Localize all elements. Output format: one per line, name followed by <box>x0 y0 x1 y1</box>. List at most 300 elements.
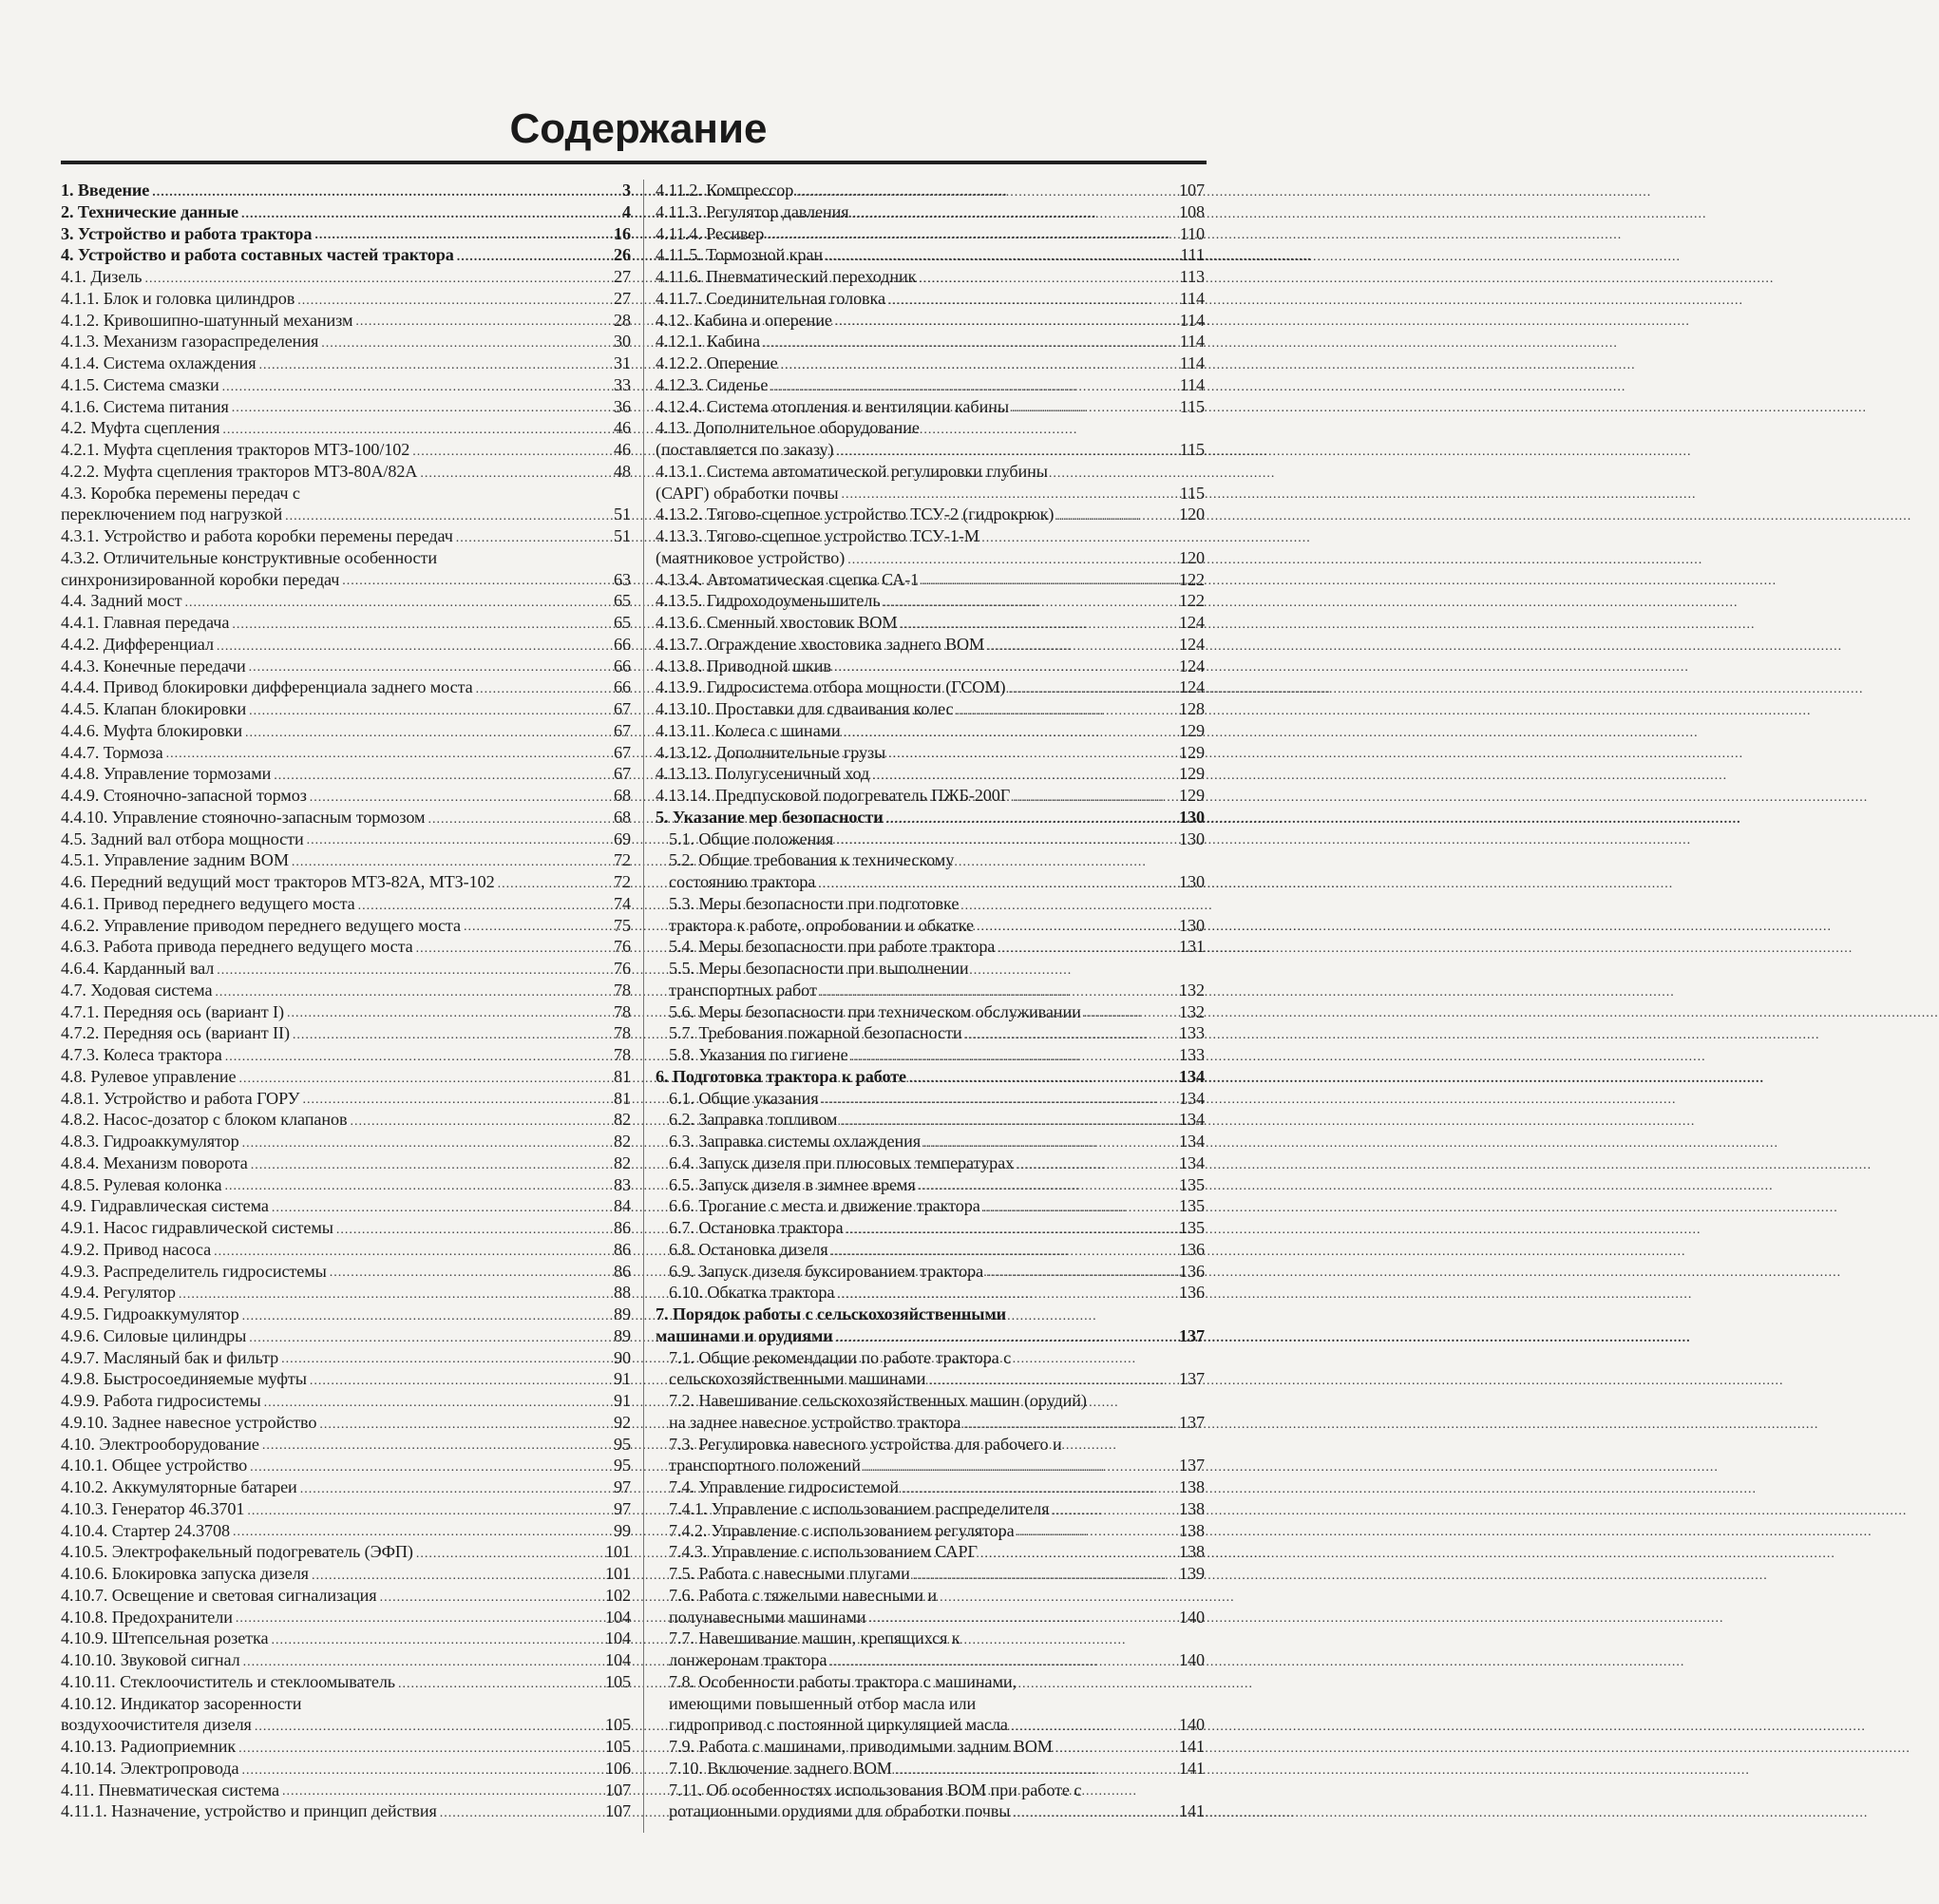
toc-page-number: 86 <box>614 1239 631 1259</box>
dot-leader <box>837 1286 1176 1304</box>
toc-page-number: 67 <box>614 764 631 784</box>
toc-page-number: 82 <box>614 1152 631 1172</box>
dot-leader <box>238 1741 602 1758</box>
toc-entry-title-cont: состоянию трактора <box>669 872 816 891</box>
toc-entry-title: 4.4. Задний мост <box>61 591 182 611</box>
toc-page-number: 114 <box>1179 332 1205 352</box>
dot-leader <box>245 725 611 742</box>
dot-leader <box>225 1049 611 1066</box>
toc-page-number: 91 <box>614 1369 631 1389</box>
toc-page-number: 108 <box>1179 201 1205 221</box>
toc-entry-title: 1. Введение <box>61 181 150 200</box>
toc-page-number: 63 <box>614 569 631 589</box>
toc-page-number: 115 <box>1179 440 1205 459</box>
toc-entry <box>656 1001 1205 1023</box>
toc-entry <box>61 1152 631 1174</box>
dot-leader <box>834 659 1176 676</box>
toc-entry-title: 4.12. Кабина и оперение <box>656 310 832 330</box>
dot-leader <box>241 206 619 223</box>
toc-page-number: 76 <box>614 937 631 957</box>
toc-entry-title: 7.4.1. Управление с использованием распределителя <box>669 1498 1050 1518</box>
toc-entry <box>656 266 1205 288</box>
toc-entry-title: 4.13.1. Система автоматической регулировки глубины <box>656 461 1048 481</box>
toc-entry-title: 4.8. Рулевое управление <box>61 1066 237 1086</box>
dot-leader <box>1017 1524 1176 1541</box>
dot-leader <box>796 184 1176 201</box>
toc-page-number: 124 <box>1179 613 1205 632</box>
dot-leader <box>420 466 611 483</box>
toc-page-number: 78 <box>614 1023 631 1043</box>
toc-page-number: 65 <box>614 591 631 611</box>
toc-page-number: 90 <box>614 1347 631 1367</box>
toc-entry-title: 4.9.1. Насос гидравлической системы <box>61 1218 333 1237</box>
dot-leader <box>1052 1503 1176 1520</box>
dot-leader <box>770 379 1176 396</box>
toc-entry <box>656 1195 1205 1217</box>
toc-page-number: 26 <box>614 245 631 265</box>
toc-entry <box>61 958 631 980</box>
toc-page-number: 115 <box>1179 483 1205 503</box>
dot-leader <box>909 1071 1176 1088</box>
toc-page-number: 91 <box>614 1391 631 1410</box>
toc-entry-title: 5. Указание мер безопасности <box>656 807 884 827</box>
toc-entry <box>656 244 1205 266</box>
toc-entry <box>61 980 631 1001</box>
toc-page-number: 104 <box>605 1650 631 1669</box>
toc-entry-title: 6.10. Обкатка трактора <box>669 1283 835 1303</box>
toc-page-number: 106 <box>605 1758 631 1778</box>
dot-leader <box>222 422 611 439</box>
toc-entry-title: 4.6.2. Управление приводом переднего ведущего моста <box>61 915 461 935</box>
toc-entry <box>61 1217 631 1239</box>
toc-entry <box>656 1434 1205 1477</box>
toc-entry <box>61 461 631 483</box>
toc-entry <box>61 1001 631 1023</box>
toc-entry-title: 4.9. Гидравлическая система <box>61 1196 269 1216</box>
toc-page-number: 130 <box>1179 872 1205 891</box>
toc-entry-title: 4.10.7. Освещение и световая сигнализация <box>61 1585 377 1605</box>
toc-entry-last-line <box>61 504 631 525</box>
toc-page-number: 113 <box>1179 267 1205 286</box>
toc-entry-title: 4.10.14. Электропровода <box>61 1758 239 1778</box>
toc-entry <box>656 417 1205 461</box>
toc-entry-last-line <box>669 1714 1205 1736</box>
toc-left-column <box>61 180 631 1822</box>
dot-leader <box>307 832 611 849</box>
toc-entry-title: 4.8.1. Устройство и работа ГОРУ <box>61 1088 300 1108</box>
toc-entry <box>61 893 631 915</box>
dot-leader <box>262 1438 611 1455</box>
toc-entry-last-line <box>669 1607 1205 1628</box>
toc-entry <box>61 1649 631 1671</box>
toc-entry <box>61 331 631 352</box>
toc-entry-title: 4.13.13. Полугусеничный ход <box>656 764 870 784</box>
toc-entry-title: 4.13.9. Гидросистема отбора мощности (ГСОМ) <box>656 677 1006 697</box>
toc-entry <box>656 1347 1205 1391</box>
toc-entry-title-cont: машинами и орудиями <box>656 1325 833 1345</box>
toc-entry-title: 4.1.1. Блок и головка цилиндров <box>61 288 295 308</box>
dot-leader <box>852 206 1176 223</box>
toc-entry-title: 4.4.1. Главная передача <box>61 613 230 632</box>
toc-entry-last-line <box>61 569 631 591</box>
toc-entry <box>61 1412 631 1434</box>
title-rule <box>61 161 1207 164</box>
toc-entry-title: 4.3. Коробка перемены передач с <box>61 483 300 503</box>
toc-page-number: 78 <box>614 980 631 1000</box>
toc-page-number: 51 <box>614 526 631 545</box>
dot-leader <box>868 1610 1176 1628</box>
dot-leader <box>826 249 1177 266</box>
dot-leader <box>310 1373 611 1390</box>
toc-entry <box>656 1261 1205 1283</box>
dot-leader <box>249 659 611 676</box>
toc-page-number: 107 <box>605 1801 631 1821</box>
toc-entry <box>61 1541 631 1563</box>
dot-leader <box>217 962 611 980</box>
toc-entry-title: 4.11.3. Регулятор давления <box>656 201 849 221</box>
toc-entry <box>61 352 631 374</box>
toc-entry-title: 4.8.5. Рулевая колонка <box>61 1174 222 1194</box>
toc-page-number: 124 <box>1179 656 1205 676</box>
toc-page-number: 134 <box>1179 1132 1205 1151</box>
toc-entry <box>61 1325 631 1347</box>
toc-entry-title: 4.13.3. Тягово-сцепное устройство ТСУ-1-М <box>656 526 979 545</box>
dot-leader <box>919 1178 1176 1195</box>
toc-page-number: 36 <box>614 396 631 416</box>
toc-entry-last-line <box>669 871 1205 893</box>
toc-entry-title: 4.1.3. Механизм газораспределения <box>61 332 319 352</box>
toc-page-number: 141 <box>1179 1737 1205 1756</box>
toc-entry-title: 4.12.4. Система отопления и вентиляции кабины <box>656 396 1009 416</box>
toc-entry <box>61 547 631 591</box>
toc-entry-title: 4.13. Дополнительное оборудование <box>656 418 920 438</box>
toc-entry-last-line <box>61 1714 631 1736</box>
toc-entry-title: 4.9.10. Заднее навесное устройство <box>61 1412 317 1432</box>
toc-entry-title: 4.10.5. Электрофакельный подогреватель (ЭФП) <box>61 1542 413 1562</box>
toc-entry-title: 4.10.4. Стартер 24.3708 <box>61 1520 231 1540</box>
toc-entry-title: 7.8. Особенности работы трактора с машинами, <box>669 1671 1017 1691</box>
toc-entry-title: 4.2. Муфта сцепления <box>61 418 220 438</box>
dot-leader <box>232 617 611 634</box>
dot-leader <box>249 703 611 720</box>
dot-leader <box>292 854 611 871</box>
toc-entry <box>656 634 1205 656</box>
dot-leader <box>358 898 611 915</box>
page-title: Содержание <box>509 105 768 152</box>
toc-entry-title: 6.8. Остановка дизеля <box>669 1239 828 1259</box>
toc-entry-title: 4.4.3. Конечные передачи <box>61 656 246 676</box>
toc-entry <box>656 1131 1205 1152</box>
toc-entry <box>656 1174 1205 1196</box>
dot-leader <box>977 919 1176 936</box>
toc-page-number: 27 <box>614 288 631 308</box>
toc-entry <box>656 525 1205 569</box>
toc-entry-title: 4.4.7. Тормоза <box>61 742 163 762</box>
dot-leader <box>919 271 1176 288</box>
toc-entry <box>656 331 1205 352</box>
toc-page-number: 129 <box>1179 742 1205 762</box>
toc-page-number: 114 <box>1179 288 1205 308</box>
toc-page-number: 102 <box>605 1585 631 1605</box>
toc-entry <box>61 763 631 785</box>
toc-entry-title: 7.2. Навешивание сельскохозяйственных машин (орудий) <box>669 1391 1087 1410</box>
toc-page-number: 99 <box>614 1520 631 1540</box>
toc-entry <box>656 612 1205 634</box>
toc-entry <box>656 1022 1205 1044</box>
toc-entry-title: 4.9.6. Силовые цилиндры <box>61 1325 247 1345</box>
dot-leader <box>847 552 1176 569</box>
toc-page-number: 122 <box>1179 569 1205 589</box>
toc-entry <box>656 1541 1205 1563</box>
toc-entry <box>61 1736 631 1758</box>
toc-page-number: 33 <box>614 374 631 394</box>
dot-leader <box>416 1546 602 1563</box>
dot-leader <box>836 832 1176 849</box>
toc-entry-title: 4.9.2. Привод насоса <box>61 1239 212 1259</box>
toc-entry-title-cont: имеющими повышенный отбор масла или <box>669 1693 977 1713</box>
toc-entry <box>656 374 1205 396</box>
toc-page-number: 3 <box>622 181 631 200</box>
toc-entry <box>61 288 631 310</box>
dot-leader <box>330 1265 611 1282</box>
toc-entry-title: 4.2.1. Муфта сцепления тракторов МТЗ-100/102 <box>61 440 410 459</box>
toc-page-number: 66 <box>614 634 631 654</box>
toc-entry-title: 4.13.6. Сменный хвостовик ВОМ <box>656 613 898 632</box>
toc-page-number: 27 <box>614 267 631 286</box>
toc-entry-title: 6.3. Заправка системы охлаждения <box>669 1132 922 1151</box>
toc-entry <box>656 396 1205 418</box>
dot-leader <box>1013 790 1176 807</box>
toc-page-number: 128 <box>1179 699 1205 718</box>
dot-leader <box>1012 400 1177 417</box>
toc-entry-title: 4.11.4. Ресивер <box>656 223 765 243</box>
toc-entry <box>656 1239 1205 1261</box>
toc-page-number: 134 <box>1179 1066 1205 1086</box>
toc-entry-title: 4.6.4. Карданный вал <box>61 959 215 978</box>
toc-page-number: 136 <box>1179 1261 1205 1281</box>
dot-leader <box>281 1351 611 1368</box>
dot-leader <box>282 1783 602 1800</box>
toc-entry <box>61 201 631 223</box>
dot-leader <box>928 1373 1176 1390</box>
dot-leader <box>957 703 1177 720</box>
toc-entry <box>656 1304 1205 1347</box>
toc-entry-title: 5.1. Общие положения <box>669 828 834 848</box>
dot-leader <box>457 249 611 266</box>
toc-entry <box>656 1520 1205 1542</box>
toc-entry-title: 4.4.6. Муфта блокировки <box>61 720 242 740</box>
toc-page-number: 92 <box>614 1412 631 1432</box>
toc-entry <box>656 1498 1205 1520</box>
toc-entry-title: 4.5.1. Управление задним ВОМ <box>61 850 289 870</box>
toc-page-number: 111 <box>1180 245 1205 265</box>
toc-page-number: 141 <box>1179 1801 1205 1821</box>
dot-leader <box>243 1654 602 1671</box>
toc-entry <box>61 1044 631 1066</box>
toc-entry <box>656 807 1205 828</box>
toc-entry-title-cont: ротационными орудиями для обработки почвы <box>669 1801 1011 1821</box>
toc-entry-title: 7.4. Управление гидросистемой <box>669 1477 900 1496</box>
toc-entry-title-cont: гидропривод с постоянной циркуляцией масла <box>669 1715 1008 1735</box>
dot-leader <box>922 573 1176 590</box>
toc-entry <box>656 1282 1205 1304</box>
dot-leader <box>342 573 611 590</box>
toc-page-number: 88 <box>614 1283 631 1303</box>
toc-entry <box>656 180 1205 201</box>
toc-entry-title-cont: транспортного положений <box>669 1456 861 1476</box>
toc-entry <box>61 936 631 958</box>
toc-entry <box>656 676 1205 698</box>
toc-page-number: 105 <box>605 1671 631 1691</box>
toc-page-number: 136 <box>1179 1239 1205 1259</box>
toc-entry <box>656 1390 1205 1434</box>
toc-page-number: 129 <box>1179 764 1205 784</box>
toc-entry <box>61 244 631 266</box>
toc-entry-title: 4.13.10. Проставки для сдваивания колес <box>656 699 954 718</box>
toc-entry-title: 4.1.5. Система смазки <box>61 374 219 394</box>
toc-page-number: 137 <box>1179 1456 1205 1476</box>
dot-leader <box>222 379 611 396</box>
dot-leader <box>242 1308 611 1325</box>
dot-leader <box>242 1762 603 1780</box>
toc-entry-title-cont: трактора к работе, опробовании и обкатке <box>669 915 974 935</box>
dot-leader <box>902 1481 1176 1498</box>
toc-entry-last-line <box>669 1455 1205 1476</box>
toc-entry-last-line <box>656 547 1205 569</box>
toc-page-number: 105 <box>605 1715 631 1735</box>
dot-leader <box>350 1114 611 1131</box>
dot-leader <box>884 595 1176 612</box>
toc-page-number: 130 <box>1179 828 1205 848</box>
toc-entry <box>656 288 1205 310</box>
toc-entry <box>61 180 631 201</box>
toc-entry-title: 4.13.7. Ограждение хвостовика заднего ВОМ <box>656 634 985 654</box>
dot-leader <box>233 1524 611 1541</box>
dot-leader <box>259 357 611 374</box>
toc-entry-title: 4.4.10. Управление стояночно-запасным тормозом <box>61 807 426 827</box>
toc-entry-title: 4.10.9. Штепсельная розетка <box>61 1628 269 1648</box>
toc-page-number: 31 <box>614 353 631 372</box>
toc-entry <box>61 1131 631 1152</box>
toc-page-number: 86 <box>614 1218 631 1237</box>
toc-entry-title: 5.7. Требования пожарной безопасности <box>669 1023 962 1043</box>
toc-page-number: 104 <box>605 1607 631 1627</box>
toc-entry <box>656 1736 1205 1758</box>
toc-page-number: 130 <box>1179 807 1205 827</box>
toc-entry-title-cont: лонжеронам трактора <box>669 1650 827 1669</box>
toc-entry <box>61 1261 631 1283</box>
toc-entry <box>61 871 631 893</box>
toc-entry <box>656 1758 1205 1780</box>
toc-entry-title: 4.13.14. Предпусковой подогреватель ПЖБ-200Г <box>656 786 1011 805</box>
toc-entry-title: 7.4.2. Управление с использованием регулятора <box>669 1520 1015 1540</box>
toc-page-number: 110 <box>1179 223 1205 243</box>
dot-leader <box>835 314 1177 331</box>
toc-entry <box>656 958 1205 1001</box>
toc-entry-last-line <box>656 439 1205 461</box>
toc-entry-title: 7. Порядок работы с сельскохозяйственными <box>656 1304 1007 1323</box>
toc-page-number: 101 <box>605 1542 631 1562</box>
toc-entry-title: 4.10.3. Генератор 46.3701 <box>61 1498 245 1518</box>
dot-leader <box>983 1200 1176 1217</box>
toc-page-number: 138 <box>1179 1542 1205 1562</box>
toc-entry-title: 4.11.2. Компрессор <box>656 181 794 200</box>
toc-page-number: 97 <box>614 1477 631 1496</box>
dot-leader <box>428 811 611 828</box>
dot-leader <box>900 617 1176 634</box>
toc-entry <box>61 1022 631 1044</box>
toc-entry <box>61 1434 631 1456</box>
toc-page-number: 69 <box>614 828 631 848</box>
toc-page-number: 67 <box>614 720 631 740</box>
toc-entry-title: 4.12.2. Оперение <box>656 353 778 372</box>
dot-leader <box>236 1610 602 1628</box>
toc-entry-last-line <box>669 1368 1205 1390</box>
toc-entry <box>656 656 1205 677</box>
toc-entry <box>656 936 1205 958</box>
toc-entry <box>656 1628 1205 1671</box>
toc-page-number: 95 <box>614 1434 631 1454</box>
toc-entry-title: 4.4.9. Стояночно-запасной тормоз <box>61 786 307 805</box>
toc-entry <box>656 1563 1205 1585</box>
toc-entry-title: 6.5. Запуск дизеля в зимнее время <box>669 1174 916 1194</box>
dot-leader <box>224 1178 611 1195</box>
dot-leader <box>829 1654 1176 1671</box>
toc-entry <box>61 525 631 547</box>
toc-entry <box>61 676 631 698</box>
toc-page-number: 83 <box>614 1174 631 1194</box>
dot-leader <box>321 335 611 352</box>
toc-page-number: 138 <box>1179 1498 1205 1518</box>
toc-entry-title: 3. Устройство и работа трактора <box>61 223 313 243</box>
dot-leader <box>1084 1005 1176 1022</box>
dot-leader <box>913 1568 1176 1585</box>
toc-entry <box>61 1585 631 1607</box>
toc-entry <box>61 1066 631 1088</box>
toc-entry <box>61 310 631 332</box>
dot-leader <box>964 1027 1176 1044</box>
toc-entry-title: 4.7.2. Передняя ось (вариант II) <box>61 1023 290 1043</box>
toc-page-number: 137 <box>1179 1325 1205 1345</box>
dot-leader <box>998 941 1176 958</box>
dot-leader <box>145 271 612 288</box>
toc-entry-title: 4.3.2. Отличительные конструктивные особенности <box>61 547 437 567</box>
toc-page-number: 67 <box>614 742 631 762</box>
toc-page-number: 46 <box>614 418 631 438</box>
toc-page-number: 78 <box>614 1001 631 1021</box>
toc-page-number: 82 <box>614 1132 631 1151</box>
dot-leader <box>251 1157 611 1174</box>
dot-leader <box>1009 681 1177 698</box>
toc-entry <box>656 893 1205 937</box>
toc-entry-title: 6.7. Остановка трактора <box>669 1218 844 1237</box>
toc-entry-title-cont: сельскохозяйственными машинами <box>669 1369 926 1389</box>
toc-page-number: 136 <box>1179 1283 1205 1303</box>
toc-entry <box>656 763 1205 785</box>
toc-entry <box>61 1607 631 1628</box>
toc-page-number: 132 <box>1179 1001 1205 1021</box>
toc-entry-title: 7.5. Работа с навесными плугами <box>669 1564 910 1583</box>
toc-entry-title: 4.9.3. Распределитель гидросистемы <box>61 1261 327 1281</box>
toc-entry-title: 7.4.3. Управление с использованием САРГ <box>669 1542 978 1562</box>
toc-entry-title: 4.10.6. Блокировка запуска дизеля <box>61 1564 309 1583</box>
toc-entry <box>61 1520 631 1542</box>
toc-entry-title: 5.6. Меры безопасности при техническом обслуживании <box>669 1001 1081 1021</box>
dot-leader <box>1013 1805 1176 1822</box>
dot-leader <box>312 1568 602 1585</box>
dot-leader <box>293 1027 611 1044</box>
dot-leader <box>255 1719 602 1736</box>
